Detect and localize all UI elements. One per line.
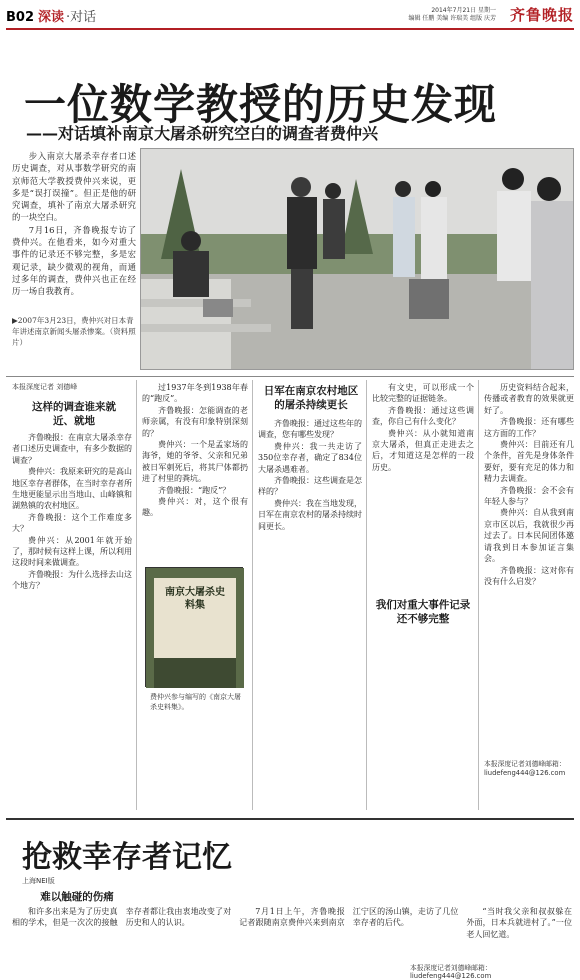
photo-caption: ▶2007年3月23日，费仲兴对日本青年讲述南京新闻头屠杀惨案。（资料照片） (12, 316, 136, 347)
paragraph: 齐鲁晚报：这对你有没有什么启发？ (484, 565, 574, 586)
paragraph: 过1937年冬到1938年春的“跑反”。 (142, 383, 248, 404)
article-column (372, 382, 474, 473)
subsection-name: ·对话 (66, 10, 97, 25)
paragraph: “当时我父亲和叔叔躲在外面，日本兵就进村了。”一位老人回忆道。 (466, 907, 572, 939)
section2-headline: 抢救幸存者记忆 (22, 840, 232, 875)
section-title: 这样的调查谁来就近、就地 (32, 401, 116, 427)
newspaper-logo: 齐鲁晚报 (509, 6, 574, 24)
section-name: 深读 (38, 10, 65, 25)
paragraph: 费仲兴：我原来研究的是高山地区幸存者群体，在当时幸存者所生地更能显示出当地山、山峰镇和湖熟镇的农村地区。 (12, 467, 132, 511)
lead-paragraph: 步入南京大屠杀幸存者口述历史调查，对从事数学研究的南京师范大学教授费仲兴来说，更多是“误打误撞”。但正是他的研究调查，填补了南京大屠杀研究的一块空白。 (12, 151, 136, 223)
header-meta (346, 7, 496, 23)
byline: 本报深度记者 刘德峰 (12, 383, 78, 391)
paragraph: 费仲兴：对，这个很有趣。 (142, 497, 248, 518)
paragraph: 历史资料结合起来，传播或者教育的效果就更好了。 (484, 383, 574, 415)
column-divider (478, 380, 479, 810)
paragraph: 齐鲁晚报：通过这些调查，你自己有什么变化？ (372, 405, 474, 427)
section-title: 日军在南京农村地区的屠杀持续更长 (263, 385, 359, 411)
paragraph: 齐鲁晚报：这个工作难度多大？ (12, 512, 132, 534)
article-column (142, 382, 248, 519)
editors-line: 编辑 任鹏 美编 许瑞美 组版 庆芳 (408, 15, 496, 22)
paragraph: 齐鲁晚报：在南京大屠杀幸存者口述历史调查中，有多少数据的调查？ (12, 433, 132, 465)
column-divider (252, 380, 253, 810)
book-title: 南京大屠杀史料集 (165, 587, 225, 611)
section2-signature: 本报深度记者刘德峰邮箱：liudefeng444@126.com (410, 964, 492, 980)
photo-illustration (141, 149, 574, 370)
article-column (258, 418, 362, 532)
lead-paragraph: 7月16日，齐鲁晚报专访了费仲兴。在他看来，如今对重大事件的记录还不够完整，多是宏观记录，缺少微观的视角，而通过多年的调查，费仲兴也正在经历一场自我教育。 (12, 224, 136, 297)
paragraph: 费仲兴：我一共走访了350位幸存者，确定了834位大屠杀遇难者。 (258, 441, 362, 474)
issue-date: 2014年7月21日 星期一 (431, 7, 496, 14)
headline: 一位数学教授的历史发现 (24, 80, 498, 129)
article-column (12, 432, 132, 592)
book-caption: 费仲兴参与编写的《南京大屠杀史料集》。 (150, 693, 241, 711)
top-divider (6, 376, 574, 377)
paragraph: 7月1日上午，齐鲁晚报记者跟随南京费仲兴来到南京江宁区的汤山镇，走访了几位幸存者的后代。 (239, 907, 459, 928)
section-label (6, 6, 96, 25)
paragraph: 有文史，可以形成一个比较完整的证据链条。 (372, 383, 474, 404)
page-number: B02 (6, 10, 34, 25)
paragraph: 齐鲁晚报：会不会有年轻人参与？ (484, 485, 574, 507)
book-image (145, 567, 243, 687)
column-divider (366, 380, 367, 810)
paragraph: 齐鲁晚报：这些调查是怎样的？ (258, 476, 362, 497)
paragraph: 齐鲁晚报：为什么选择去山这个地方？ (12, 569, 132, 591)
paragraph: 齐鲁晚报：还有哪些这方面的工作？ (484, 417, 574, 438)
reporter-signature: 本报深度记者刘德峰邮箱：liudefeng444@126.com (484, 760, 566, 777)
paragraph: 和许多出来是为了历史真相的学术，但是一次次的接触幸存者都让我由衷地改变了对历史和人的认识。 (12, 907, 232, 928)
paragraph: 费仲兴：我在当地发现，日军在南京农村的屠杀持续时间更长。 (258, 498, 362, 531)
lead-text (12, 150, 136, 298)
section2-byline: 上海NEI版 (22, 877, 55, 885)
paragraph: 齐鲁晚报：通过这些年的调查，您有哪些发现？ (258, 419, 362, 440)
paragraph: 费仲兴：一个是孟家场的海爷，她的爷爷、父亲和兄弟被日军刺死后，将其尸体都扔进了村里的粪坑。 (142, 440, 248, 484)
subheadline: ——对话填补南京大屠杀研究空白的调查者费仲兴 (26, 124, 379, 143)
paragraph: 费仲兴：目前还有几个条件，首先是身体条件要好，要有充足的体力和精力去调查。 (484, 440, 574, 484)
paragraph: 费仲兴：从2001年就开始了，那时候有这样上课，所以利用这段时间来做调查。 (12, 535, 132, 568)
section-divider (6, 818, 574, 820)
masthead (6, 4, 574, 30)
paragraph: 齐鲁晚报：怎能调查的老师亲属，有没有印象特别深刻的？ (142, 405, 248, 438)
paragraph: 费仲兴：从小就知道南京大屠杀，但真正走进去之后，才知道这是怎样的一段历史。 (372, 428, 474, 472)
article-column (484, 382, 574, 587)
main-photo (140, 148, 574, 370)
section2-title: 难以触碰的伤痛 (40, 891, 114, 903)
section-title: 我们对重大事件记录还不够完整 (375, 599, 471, 625)
paragraph: 齐鲁晚报：“跑反”？ (158, 485, 231, 495)
paragraph: 费仲兴：自从我到南京市区以后，我就很少再过去了。日本民间团体邀请我到日本参加证言集会。 (484, 508, 574, 564)
column-divider (136, 380, 137, 810)
